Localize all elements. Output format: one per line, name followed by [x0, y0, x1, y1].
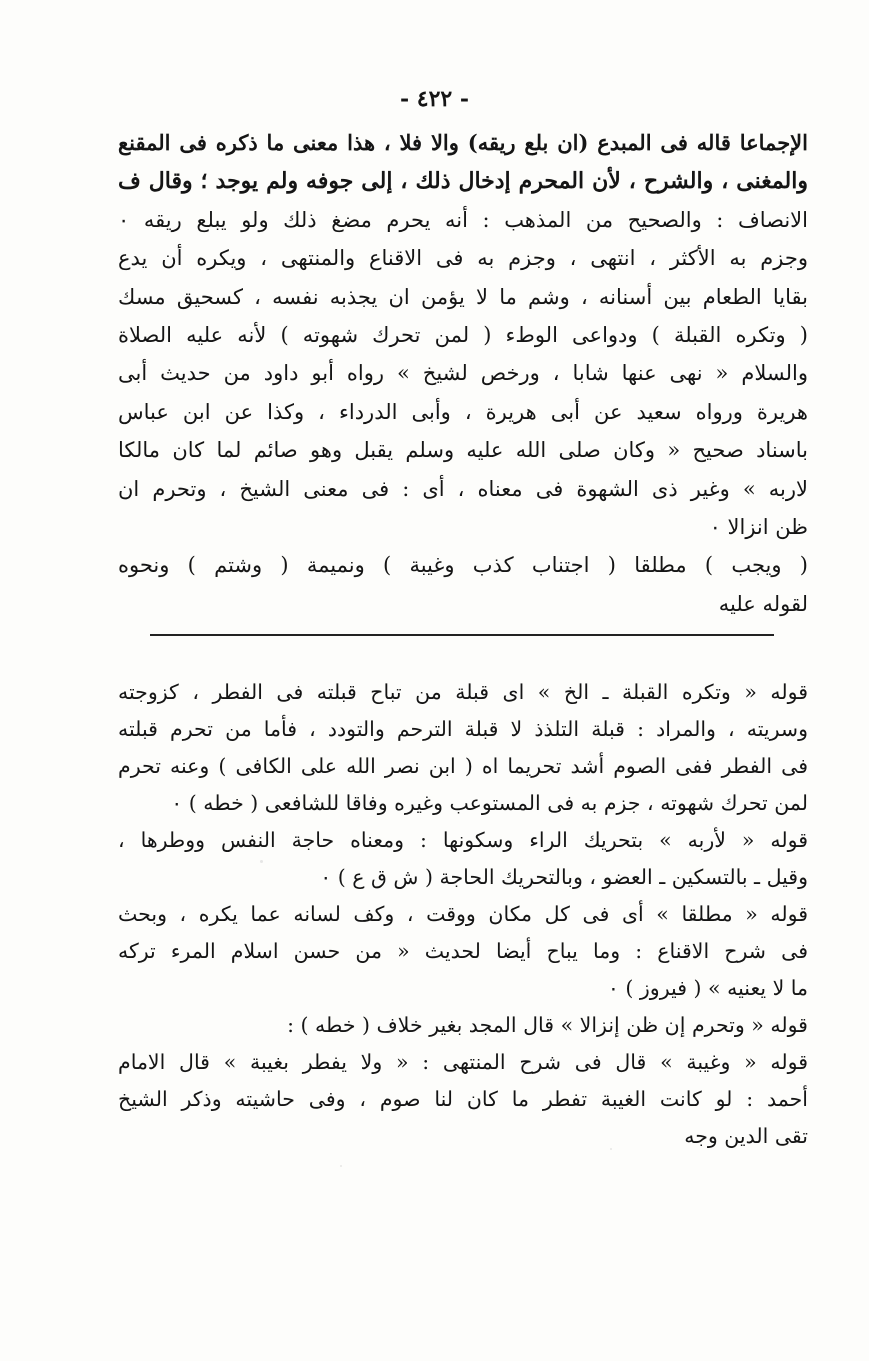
- main-line: والسلام « نهى عنها شابا ، ورخص لشيخ » رواه أبو داود من حديث أبى: [118, 361, 808, 386]
- main-line: وجزم به الأكثر ، انتهى ، وجزم به فى الاقناع والمنتهى ، ويكره أن يدع: [118, 246, 808, 271]
- page-number: - ٤٢٢ -: [399, 86, 470, 112]
- main-line: هريرة ورواه سعيد عن أبى هريرة ، وأبى الدرداء ، وكذا عن ابن عباس: [118, 399, 808, 424]
- main-line: والمغنى ، والشرح ، لأن المحرم إدخال ذلك ، إلى جوفه ولم يوجد ؛ وقال ف: [118, 168, 808, 195]
- main-line: باسناد صحيح « وكان صلى الله عليه وسلم يقبل وهو صائم لما كان مالكا: [118, 438, 808, 463]
- footnote-line: قوله « وغيبة » قال فى شرح المنتهى : « ولا يفطر بغيبة » قال الامام: [118, 1050, 808, 1074]
- footnote-line: قوله « وتكره القبلة ـ الخ » اى قبلة من تباح قبلته فى الفطر ، كزوجته: [118, 680, 808, 704]
- main-line: الإجماعا قاله فى المبدع (ان بلع ريقه) والا فلا ، هذا معنى ما ذكره فى المقنع: [118, 130, 808, 155]
- footnote-line: ما لا يعنيه » ( فيروز ) ٠: [607, 976, 808, 1000]
- main-line: بقايا الطعام بين أسنانه ، وشم ما لا يؤمن ان يجذبه نفسه ، كسحيق مسك: [118, 284, 808, 309]
- main-line: لقوله عليه: [718, 591, 808, 616]
- main-line: لاربه » وغير ذى الشهوة فى معناه ، أى : فى معنى الشيخ ، وتحرم ان: [118, 476, 808, 501]
- footnote-line: قوله « وتحرم إن ظن إنزالا » قال المجد بغير خلاف ( خطه ) :: [287, 1013, 808, 1037]
- main-line: ( وتكره القبلة ) ودواعى الوطء ( لمن تحرك شهوته ) لأنه عليه الصلاة: [118, 322, 808, 347]
- footnotes: [118, 674, 808, 1155]
- footnote-line: قوله « لأربه » بتحريك الراء وسكونها : ومعناه حاجة النفس ووطرها ،: [118, 828, 808, 852]
- footnote-line: لمن تحرك شهوته ، جزم به فى المستوعب وغيره وفاقا للشافعى ( خطه ) ٠: [171, 791, 808, 815]
- scan-speck: [260, 860, 263, 863]
- footnote-line: وسريته ، والمراد : قبلة التلذذ لا قبلة الترحم والتودد ، فأما من تحرم قبلته: [118, 717, 808, 741]
- footnote-line: فى الفطر ففى الصوم أشد تحريما اه ( ابن نصر الله على الكافى ) وعنه تحرم: [118, 754, 808, 778]
- footnote-line: وقيل ـ بالتسكين ـ العضو ، وبالتحريك الحاجة ( ش ق ع ) ٠: [320, 865, 808, 889]
- footnote-line: قوله « مطلقا » أى فى كل مكان ووقت ، وكف لسانه عما يكره ، وبحث: [118, 902, 808, 926]
- footnote-line: أحمد : لو كانت الغيبة تفطر ما كان لنا صوم ، وفى حاشيته وذكر الشيخ: [118, 1087, 808, 1111]
- scan-speck: [340, 1165, 342, 1167]
- main-line: ظن انزالا ٠: [709, 514, 808, 539]
- main-line: الانصاف : والصحيح من المذهب : أنه يحرم مضغ ذلك ولو يبلع ريقه ٠: [118, 207, 808, 232]
- footnote-line: فى شرح الاقناع : وما يباح أيضا لحديث « من حسن اسلام المرء تركه: [118, 939, 808, 963]
- main-line: ( ويجب ) مطلقا ( اجتناب كذب وغيبة ) ونميمة ( وشتم ) ونحوه: [118, 553, 808, 578]
- footnote-line: تقى الدين وجه: [684, 1124, 808, 1148]
- footnote-divider: [150, 634, 774, 636]
- scan-speck: [610, 1148, 612, 1150]
- main-text: [118, 124, 808, 623]
